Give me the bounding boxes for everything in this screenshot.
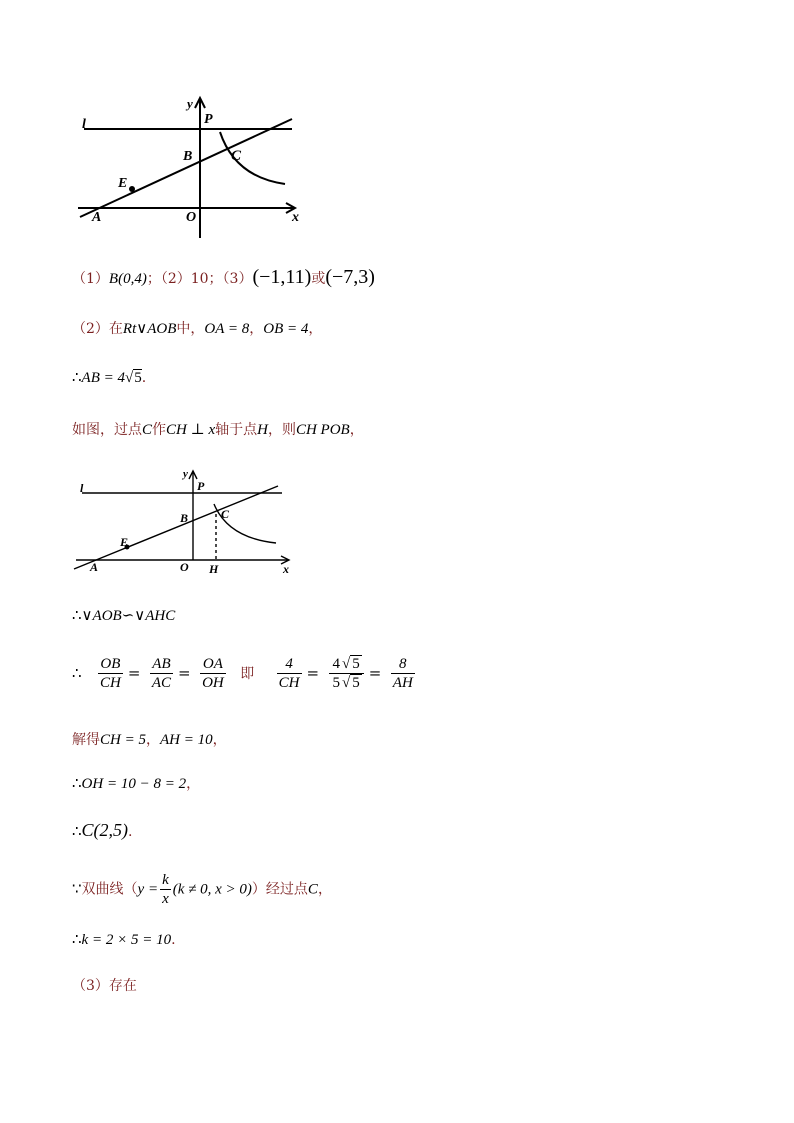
label-o: O bbox=[180, 560, 189, 574]
denominator-coef: 5 bbox=[332, 675, 341, 691]
text: . bbox=[141, 370, 147, 386]
text: ， bbox=[186, 776, 201, 792]
text: 中， bbox=[176, 321, 205, 337]
text: ， bbox=[249, 321, 264, 337]
label-c: C bbox=[221, 507, 230, 521]
math: AB = 4 bbox=[81, 370, 125, 386]
label-h: H bbox=[209, 562, 219, 576]
fraction bbox=[277, 655, 302, 692]
step-line bbox=[72, 318, 322, 338]
denominator: AH bbox=[392, 675, 413, 691]
math: (−1,11) bbox=[252, 266, 312, 288]
math: H bbox=[257, 422, 268, 438]
fraction bbox=[98, 655, 123, 692]
label-e: E bbox=[120, 535, 129, 549]
numerator: 8 bbox=[391, 655, 415, 674]
numerator: OA bbox=[200, 655, 226, 674]
math: Rt∨AOB bbox=[122, 321, 177, 337]
step-line bbox=[72, 419, 364, 439]
step-line bbox=[72, 606, 175, 625]
math: C bbox=[142, 422, 153, 438]
symbol: ∴ bbox=[72, 608, 82, 624]
text: 解得 bbox=[72, 732, 100, 748]
label-c: C bbox=[231, 148, 242, 164]
fraction: $\frac{4 √ 5}{5 √ 5}$ bbox=[329, 655, 364, 692]
text: 即 bbox=[240, 665, 255, 682]
denominator: OH bbox=[202, 675, 224, 691]
label-a: A bbox=[90, 560, 99, 574]
text: . bbox=[128, 824, 133, 840]
denominator-radicand: 5 bbox=[352, 675, 360, 691]
label-p: P bbox=[197, 479, 205, 493]
numerator: k bbox=[162, 872, 169, 888]
step-line: ∴AB = 4√5. bbox=[72, 370, 147, 386]
symbol: ∴ bbox=[72, 370, 82, 386]
line-ab bbox=[74, 486, 278, 569]
text: 轴于点 bbox=[215, 422, 258, 438]
symbol: ∵ bbox=[72, 881, 82, 898]
text: （1） bbox=[72, 271, 109, 287]
step-line bbox=[72, 930, 176, 949]
text: ， bbox=[349, 422, 364, 438]
line-ab bbox=[80, 119, 292, 217]
text: 或 bbox=[311, 271, 326, 287]
label-o: O bbox=[186, 210, 197, 225]
numerator-radicand: 5 bbox=[352, 656, 360, 672]
math: AH = 10 bbox=[159, 732, 213, 748]
label-x: x bbox=[283, 562, 289, 576]
math: (k ≠ 0, x > 0) bbox=[172, 881, 252, 898]
figure-1 bbox=[70, 92, 310, 242]
symbol: ∴ bbox=[72, 932, 82, 948]
text: ；（2）10；（3） bbox=[146, 271, 253, 287]
math: C(2,5) bbox=[81, 820, 129, 840]
numerator: OB bbox=[98, 655, 123, 674]
label-x: x bbox=[292, 210, 299, 225]
text: ， bbox=[317, 881, 332, 898]
label-l: l bbox=[80, 481, 84, 495]
fraction bbox=[391, 655, 415, 692]
label-e: E bbox=[118, 176, 128, 191]
text: ）经过点 bbox=[251, 881, 308, 898]
hyperbola bbox=[220, 132, 285, 184]
step-line bbox=[72, 820, 133, 841]
text: （2）在 bbox=[72, 321, 123, 337]
step-line bbox=[72, 871, 332, 908]
math: OA = 8 bbox=[204, 321, 250, 337]
label-y: y bbox=[187, 96, 193, 111]
fraction bbox=[160, 871, 171, 908]
label-l: l bbox=[82, 117, 86, 132]
fraction bbox=[200, 655, 226, 692]
denominator: CH bbox=[278, 675, 300, 691]
symbol: ∴ bbox=[72, 776, 82, 792]
text: . bbox=[171, 932, 176, 948]
math: y = bbox=[137, 881, 159, 898]
text: （3）存在 bbox=[72, 978, 137, 994]
math: B(0,4) bbox=[108, 271, 147, 287]
text: 双曲线（ bbox=[81, 881, 138, 898]
denominator: CH bbox=[100, 675, 121, 691]
math: k = 2 × 5 = 10 bbox=[81, 932, 172, 948]
math: CH ΡOB bbox=[295, 422, 350, 438]
denominator: AC bbox=[151, 675, 172, 691]
math: ∨AOB∽∨AHC bbox=[81, 608, 176, 624]
math: OB = 4 bbox=[263, 321, 309, 337]
label-y: y bbox=[183, 468, 188, 480]
math: CH = 5 bbox=[100, 732, 146, 748]
text: ， bbox=[212, 732, 227, 748]
text: 如图，过点 bbox=[72, 422, 142, 438]
figure-2 bbox=[70, 466, 300, 581]
math: 5 bbox=[134, 370, 142, 386]
text: ， bbox=[308, 321, 323, 337]
numerator-coef: 4 bbox=[332, 656, 341, 672]
symbol: ∴ bbox=[72, 665, 82, 682]
proportion-line: ∴ $\frac{OB}{CH}$ = $\frac{AB}{AC}$ = $\frac{OA}{OH}$ 即 $\frac{4}{CH}$ = $\frac{4 √ 5}{5 √ 5}$ = $\frac{8}{AH}$ bbox=[72, 656, 413, 691]
answer-line bbox=[72, 266, 375, 289]
numerator: AB bbox=[150, 655, 173, 674]
label-b: B bbox=[183, 149, 193, 164]
label-p: P bbox=[204, 112, 213, 127]
point-e bbox=[129, 186, 135, 192]
numerator: 4 bbox=[277, 655, 302, 674]
text: 作 bbox=[152, 422, 167, 438]
step-line bbox=[72, 975, 137, 995]
text: ， bbox=[145, 732, 160, 748]
symbol: ∴ bbox=[72, 824, 82, 840]
fraction bbox=[150, 655, 173, 692]
label-b: B bbox=[180, 511, 189, 525]
math: OH = 10 − 8 = 2 bbox=[81, 776, 187, 792]
step-line bbox=[72, 729, 227, 749]
label-a: A bbox=[92, 210, 102, 225]
math: (−7,3) bbox=[325, 266, 375, 288]
math: C bbox=[307, 881, 318, 898]
math: CH ⊥ x bbox=[166, 422, 216, 438]
text: ，则 bbox=[267, 422, 296, 438]
denominator: x bbox=[162, 891, 169, 907]
step-line bbox=[72, 773, 200, 793]
